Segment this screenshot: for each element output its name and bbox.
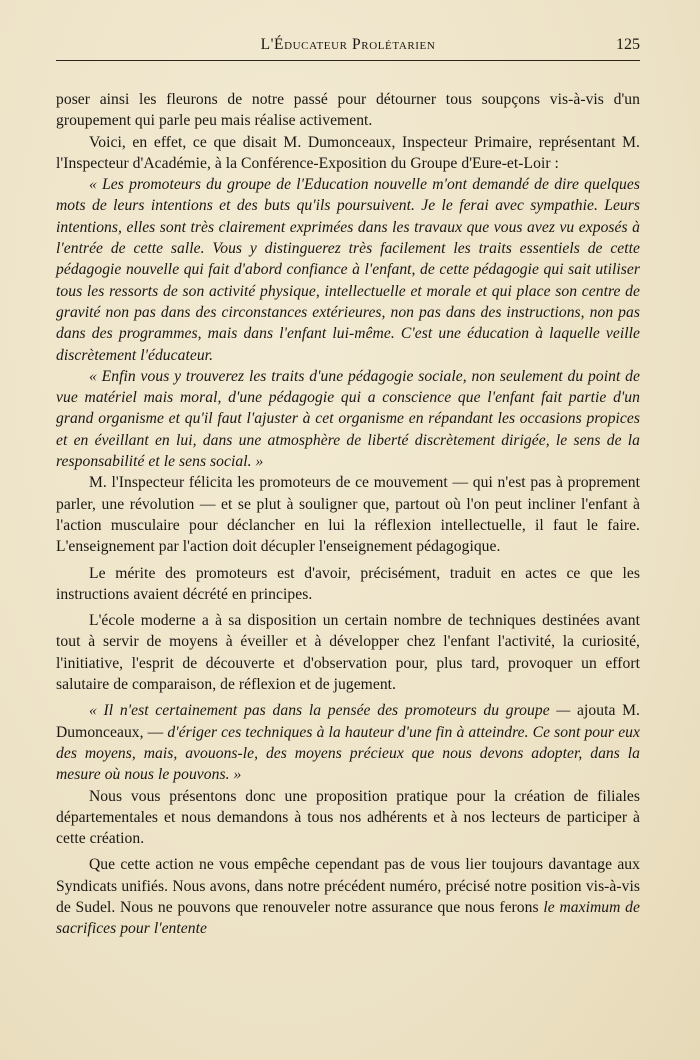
paragraph: Le mérite des promoteurs est d'avoir, précisément, traduit en actes ce que les instructions avaient décrété en principes. — [56, 564, 640, 603]
attribution-text: ajouta M. Dumonceaux, — — [56, 702, 640, 741]
running-title: L'Éducateur Prolétarien — [260, 36, 436, 53]
paragraph: M. l'Inspecteur félicita les promoteurs de ce mouvement — qui n'est pas à proprement parler, une révolution — et se plut à souligner que, partout où l'on peut incliner l'enfant à l'action musculaire pour déclancher en lui la réflexion intellectuelle, il faut le faire. L'enseignement par l'action doit décupler l'enseignement pédagogique. — [56, 474, 640, 556]
quote-text: « Il n'est certainement pas dans la pensée des promoteurs du groupe — — [89, 702, 571, 720]
quote-paragraph: « Les promoteurs du groupe de l'Education nouvelle m'ont demandé de dire quelques mots de leurs intentions et des buts qu'ils poursuivent. Je le ferai avec sympathie. Leurs intentions, elles sont très clairement exprimées dans les travaux que vous avez vu exposés à l'entrée de cette salle. Vous y distinguerez très facilement les traits essentiels de cette pédagogie nouvelle qui fait d'abord confiance à l'enfant, de cette pédagogie qui sait utiliser tous les ressorts de son activité physique, intellectuelle et morale et qui place son centre de gravité non pas dans des circonstances extérieures, non pas dans des instructions, non pas dans des programmes, mais dans l'enfant lui-même. C'est une éducation à laquelle veille discrètement l'éducateur. — [56, 176, 640, 364]
paragraph: Nous vous présentons donc une proposition pratique pour la création de filiales départementales et nous demandons à tous nos adhérents et à nos lecteurs de participer à cette création. — [56, 787, 640, 848]
quote-text: d'ériger ces techniques à la hauteur d'une fin à atteindre. Ce sont pour eux des moyens, mais, avouons-le, des moyens précieux que nous devons adopter, dans la mesure où nous le pouvons. » — [56, 723, 640, 784]
paragraph — [56, 854, 640, 939]
paragraph-text: Que cette action ne vous empêche cependant pas de vous lier toujours davantage aux Syndicats unifiés. Nous avons, dans notre précédent numéro, précisé notre position vis-à-vis de Sudel. Nous ne pouvons que renouveler notre assurance que nous ferons — [56, 856, 640, 916]
paragraph: L'école moderne a à sa disposition un certain nombre de techniques destinées avant tout à servir de moyens à éveiller et à développer chez l'enfant l'activité, la curiosité, l'initiative, l'esprit de découverte et d'observation pour, plus tard, provoquer un effort salutaire de comparaison, de réflexion et de jugement. — [56, 612, 640, 694]
emphasis-text: le maximum de sacrifices pour l'entente — [56, 898, 640, 938]
paragraph: Voici, en effet, ce que disait M. Dumonceaux, Inspecteur Primaire, représentant M. l'Inspecteur d'Académie, à la Conférence-Exposition du Groupe d'Eure-et-Loir : — [56, 133, 640, 172]
body-text — [56, 89, 640, 940]
quote-paragraph — [56, 700, 640, 785]
page-number: 125 — [616, 36, 640, 53]
paragraph: poser ainsi les fleurons de notre passé pour détourner tous soupçons vis-à-vis d'un groupement qui parle peu mais réalise activement. — [56, 91, 640, 130]
quote-paragraph: « Enfin vous y trouverez les traits d'une pédagogie sociale, non seulement du point de vue matériel mais moral, d'une pédagogie qui a conscience que l'enfant fait partie d'un grand organisme et qu'il faut l'ajuster à cet organisme en répandant les occasions propices et en éveillant en lui, dans une atmosphère de liberté discrètement dirigée, le sens de la responsabilité et le sens social. » — [56, 367, 640, 471]
page-header — [56, 34, 640, 61]
